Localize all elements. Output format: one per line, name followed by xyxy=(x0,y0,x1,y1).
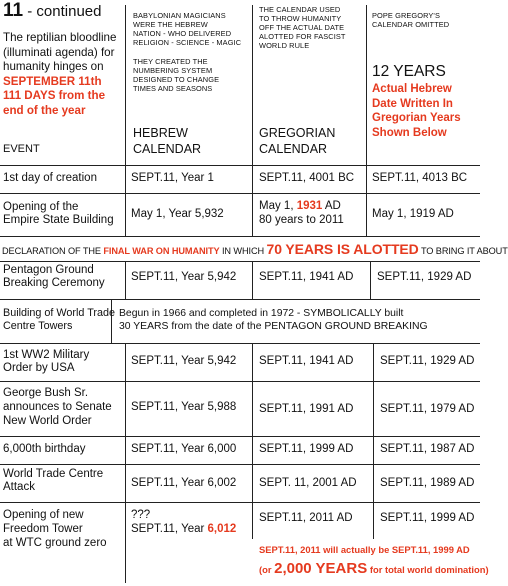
actual-date-note: Actual Hebrew Date Written In Gregorian Years Shown Below xyxy=(372,83,461,139)
event-column-label: EVENT xyxy=(3,143,40,155)
actual-wtc-attack: SEPT.11, 1989 AD xyxy=(380,477,475,489)
footer-domination: (or 2,000 YEARS for total world domination) xyxy=(259,560,489,577)
actual-empire-state: May 1, 1919 AD xyxy=(372,208,454,220)
rule xyxy=(0,299,480,300)
column-rule xyxy=(370,261,371,299)
hebrew-birthday: SEPT.11, Year 6,000 xyxy=(131,443,237,455)
event-ww2: 1st WW2 Military Order by USA xyxy=(3,349,90,374)
column-rule xyxy=(373,343,374,539)
gregorian-creation: SEPT.11, 4001 BC xyxy=(259,172,355,184)
event-birthday: 6,000th birthday xyxy=(3,443,86,455)
gregorian-birthday: SEPT.11, 1999 AD xyxy=(259,443,354,455)
gregorian-freedom-tower: SEPT.11, 2011 AD xyxy=(259,512,353,524)
event-freedom-tower: Opening of new Freedom Tower at WTC ground zero xyxy=(3,509,107,549)
column-rule xyxy=(252,261,253,299)
column-rule xyxy=(125,261,126,299)
gregorian-pentagon: SEPT.11, 1941 AD xyxy=(259,271,354,283)
twelve-years-label: 12 YEARS xyxy=(372,63,446,80)
column-rule xyxy=(125,5,126,236)
rule xyxy=(0,436,480,437)
pope-note: POPE GREGORY'S CALENDAR OMITTED xyxy=(372,11,450,29)
declaration-banner: DECLARATION OF THE FINAL WAR ON HUMANITY IN WHICH 70 YEARS IS ALOTTED TO BRING IT ABOUT xyxy=(2,241,508,257)
event-wtc-attack: World Trade Centre Attack xyxy=(3,468,104,493)
rule xyxy=(0,343,480,344)
event-creation: 1st day of creation xyxy=(3,172,97,184)
column-rule xyxy=(125,343,126,583)
event-pentagon: Pentagon Ground Breaking Ceremony xyxy=(3,264,105,289)
column-rule xyxy=(366,5,367,236)
hebrew-note: BABYLONIAN MAGICIANS WERE THE HEBREW NATION - WHO DELIVERED RELIGION - SCIENCE - MAGIC THEY CREATED THE NUMBERING SYSTEM DESIGNED TO CHANGE TIMES AND SEASONS xyxy=(133,11,242,93)
event-empire-state: Opening of the Empire State Building xyxy=(3,201,114,226)
column-rule xyxy=(252,343,253,539)
rule xyxy=(0,381,480,382)
rule xyxy=(0,464,480,465)
event-wtc-building: Building of World Trade Centre Towers xyxy=(3,307,116,332)
actual-freedom-tower: SEPT.11, 1999 AD xyxy=(380,512,475,524)
actual-pentagon: SEPT.11, 1929 AD xyxy=(377,271,472,283)
gregorian-note: THE CALENDAR USED TO THROW HUMANITY OFF THE ACTUAL DATE ALOTTED FOR FASCIST WORLD RULE xyxy=(259,5,346,50)
event-bush: George Bush Sr. announces to Senate New World Order xyxy=(3,387,112,427)
rule xyxy=(0,165,480,166)
hebrew-creation: SEPT.11, Year 1 xyxy=(131,172,214,184)
hebrew-ww2: SEPT.11, Year 5,942 xyxy=(131,355,237,367)
gregorian-calendar-label: GREGORIAN CALENDAR xyxy=(259,126,336,156)
rule xyxy=(0,502,480,503)
actual-creation: SEPT.11, 4013 BC xyxy=(372,172,468,184)
actual-bush: SEPT.11, 1979 AD xyxy=(380,403,475,415)
gregorian-empire-state: May 1, 1931 AD 80 years to 2011 xyxy=(259,200,344,226)
rule xyxy=(0,261,480,262)
rule xyxy=(0,193,480,194)
gregorian-ww2: SEPT.11, 1941 AD xyxy=(259,355,354,367)
hebrew-wtc-attack: SEPT.11, Year 6,002 xyxy=(131,477,237,489)
actual-birthday: SEPT.11, 1987 AD xyxy=(380,443,475,455)
hebrew-empire-state: May 1, Year 5,932 xyxy=(131,208,224,220)
actual-ww2: SEPT.11, 1929 AD xyxy=(380,355,475,367)
gregorian-wtc-attack: SEPT. 11, 2001 AD xyxy=(259,477,357,489)
rule xyxy=(0,236,480,237)
hebrew-pentagon: SEPT.11, Year 5,942 xyxy=(131,271,237,283)
hebrew-calendar-label: HEBREW CALENDAR xyxy=(133,126,202,156)
gregorian-bush: SEPT.11, 1991 AD xyxy=(259,403,354,415)
intro-text: The reptilian bloodline (illuminati agenda) for humanity hinges on SEPTEMBER 11th 111 DAYS from the end of the year xyxy=(3,31,117,117)
footer-note: SEPT.11, 2011 will actually be SEPT.11, 1999 AD xyxy=(259,544,470,555)
hebrew-freedom-tower: ??? SEPT.11, Year 6,012 xyxy=(131,509,237,535)
page-title: 11 - continued xyxy=(3,0,102,21)
hebrew-bush: SEPT.11, Year 5,988 xyxy=(131,401,237,413)
wtc-building-note: Begun in 1966 and completed in 1972 - SYMBOLICALLY built 30 YEARS from the date of the PENTAGON GROUND BREAKING xyxy=(119,308,428,332)
